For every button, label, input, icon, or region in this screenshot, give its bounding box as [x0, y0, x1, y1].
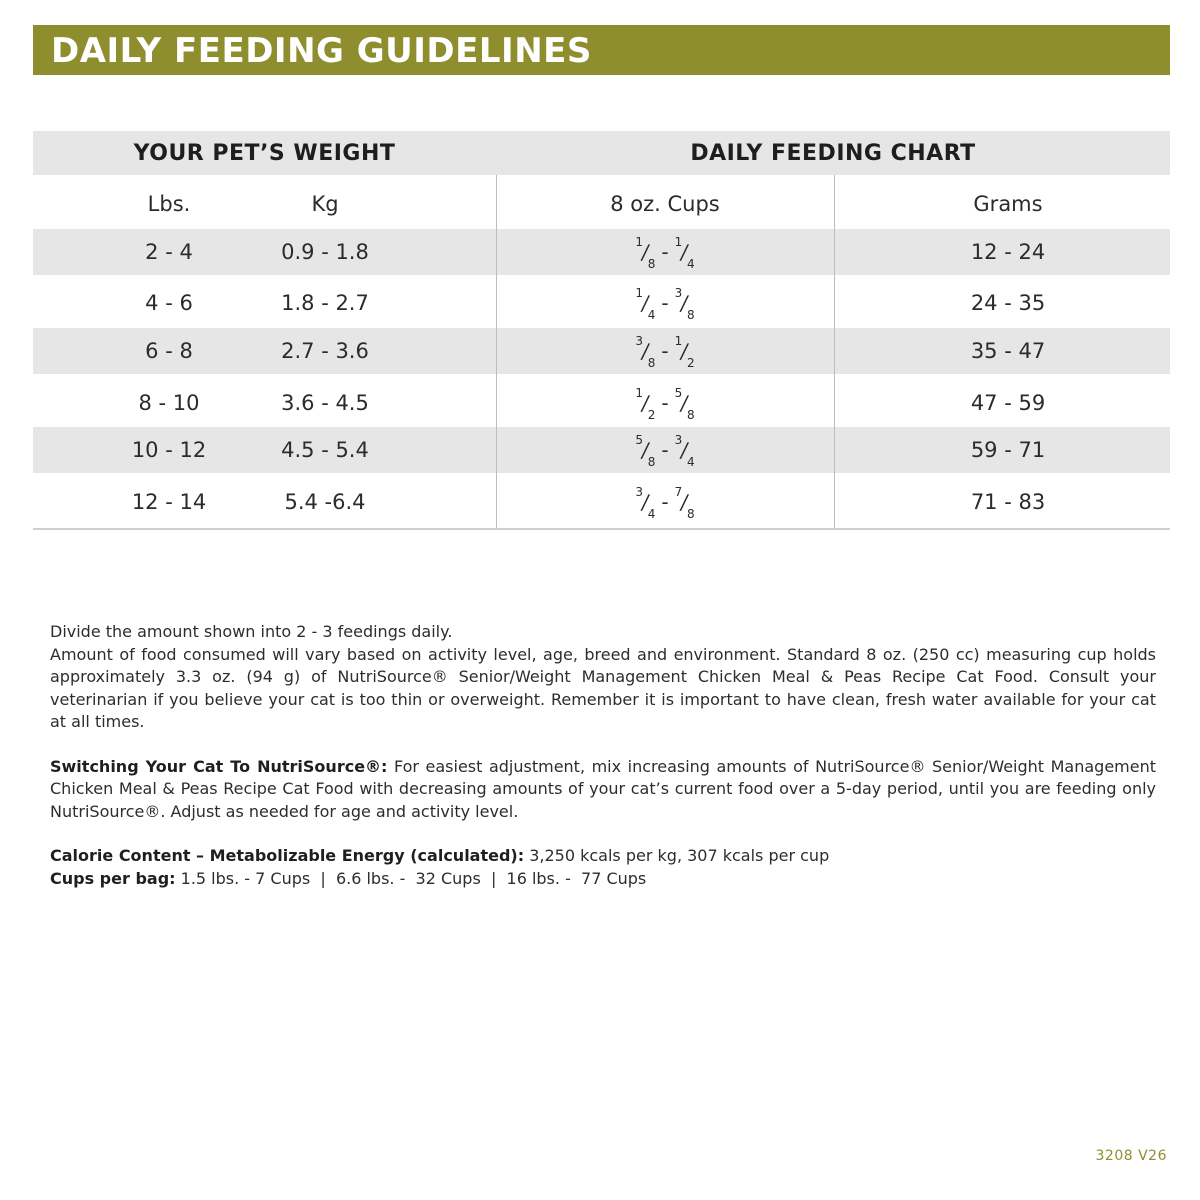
- column-header-cups: 8 oz. Cups: [610, 192, 720, 216]
- fraction-slash: /: [679, 390, 691, 415]
- cups-fraction-range: [635, 334, 695, 371]
- fraction-slash: /: [679, 240, 691, 264]
- table-row: [33, 477, 1170, 527]
- cell-kg: 2.7 - 3.6: [281, 339, 369, 364]
- table-row: [33, 328, 1170, 374]
- cups-fraction-range: [635, 433, 695, 470]
- fraction-slash: /: [639, 339, 651, 364]
- fraction-denominator: 8: [687, 506, 695, 521]
- fraction-numerator: 1: [674, 235, 683, 249]
- cell-grams: 35 - 47: [970, 339, 1046, 364]
- fraction-numerator: 3: [674, 433, 683, 448]
- column-header-row: [33, 179, 1170, 229]
- fraction-denominator: 8: [647, 257, 656, 271]
- calorie-note: [50, 845, 1156, 868]
- fraction-numerator: 5: [635, 433, 643, 448]
- feeding-notes: [50, 621, 1156, 890]
- fraction-numerator: 3: [635, 334, 643, 349]
- fraction-numerator: 3: [635, 484, 643, 499]
- cell-lbs: 2 - 4: [145, 240, 193, 264]
- cell-lbs: 4 - 6: [145, 291, 193, 316]
- fraction-numerator: 1: [635, 235, 643, 249]
- fraction-slash: /: [639, 291, 651, 316]
- group-header-row: [33, 131, 1170, 175]
- cups-fraction-range: [635, 235, 695, 271]
- fraction-numerator: 1: [635, 385, 643, 400]
- fraction-numerator: 1: [674, 334, 683, 349]
- fraction-denominator: 4: [647, 506, 656, 521]
- table-row: [33, 279, 1170, 329]
- cell-grams: 59 - 71: [970, 438, 1046, 463]
- cell-cups: [496, 279, 834, 329]
- table-row: [33, 229, 1170, 275]
- cell-lbs: 12 - 14: [131, 489, 207, 514]
- title-banner: [33, 25, 1170, 75]
- fraction-denominator: 2: [687, 356, 695, 371]
- fraction-denominator: 4: [647, 308, 656, 323]
- fraction-numerator: 5: [674, 385, 683, 400]
- product-code: 3208 V26: [1095, 1148, 1167, 1164]
- fraction-slash: /: [639, 390, 651, 415]
- calorie-text: 3,250 kcals per kg, 307 kcals per cup: [524, 846, 830, 865]
- fraction-denominator: 4: [687, 455, 695, 470]
- cell-cups: [496, 427, 834, 473]
- cell-kg: 0.9 - 1.8: [281, 240, 369, 264]
- range-dash: -: [661, 489, 669, 514]
- switching-text: For easiest adjustment, mix increasing amounts of NutriSource® Senior/Weight Management Chicken Meal & Peas Recipe Cat Food with decreasing amounts of your cat’s current food over a 5-day period, until you are feeding only NutriSource®. Adjust as needed for age and activity level.: [50, 756, 1157, 821]
- table-row: [33, 378, 1170, 428]
- cups-fraction-range: [635, 286, 695, 323]
- table-bottom-rule: [33, 528, 1170, 530]
- fraction-denominator: 8: [647, 455, 656, 470]
- cell-grams: 24 - 35: [970, 291, 1046, 316]
- fraction-slash: /: [679, 438, 691, 463]
- cell-kg: 3.6 - 4.5: [281, 390, 369, 415]
- cups-fraction-range: [635, 484, 695, 521]
- cell-lbs: 6 - 8: [145, 339, 193, 364]
- fraction-denominator: 8: [687, 308, 695, 323]
- fraction-slash: /: [679, 291, 691, 316]
- cups-per-bag-text: 1.5 lbs. - 7 Cups | 6.6 lbs. - 32 Cups | 16 lbs. - 77 Cups: [175, 868, 647, 888]
- amount-note: Amount of food consumed will vary based on activity level, age, breed and environment. Standard 8 oz. (250 cc) measuring cup holds approximately 3.3 oz. (94 g) of NutriSource® Senior/Weight Management Chicken Meal & Peas Recipe Cat Food. Consult your veterinarian if you believe your cat is too thin or overweight. Remember it is important to have clean, fresh water available for your cat at all times.: [50, 644, 1156, 731]
- page-title: DAILY FEEDING GUIDELINES: [51, 31, 592, 71]
- switching-note: [50, 756, 1156, 824]
- column-header-grams: Grams: [973, 192, 1043, 216]
- cell-grams: 71 - 83: [970, 489, 1046, 514]
- fraction-numerator: 1: [635, 286, 643, 301]
- cell-kg: 4.5 - 5.4: [281, 438, 369, 463]
- divide-note: Divide the amount shown into 2 - 3 feedings daily.: [50, 622, 453, 641]
- feeding-group-header: DAILY FEEDING CHART: [690, 140, 976, 166]
- fraction-numerator: 7: [674, 484, 683, 499]
- cell-cups: [496, 328, 834, 374]
- range-dash: -: [661, 240, 669, 264]
- cell-cups: [496, 229, 834, 275]
- column-header-lbs: Lbs.: [147, 192, 191, 216]
- cell-kg: 5.4 -6.4: [284, 489, 366, 514]
- fraction-slash: /: [639, 489, 651, 514]
- column-header-kg: Kg: [311, 192, 339, 216]
- fraction-numerator: 3: [674, 286, 683, 301]
- cups-per-bag-note: [50, 868, 1156, 891]
- cell-cups: [496, 378, 834, 428]
- cell-cups: [496, 477, 834, 527]
- switching-label: Switching Your Cat To NutriSource®:: [50, 756, 388, 776]
- calorie-label: Calorie Content – Metabolizable Energy (calculated):: [50, 846, 525, 865]
- fraction-denominator: 8: [647, 356, 656, 371]
- range-dash: -: [661, 339, 669, 364]
- table-row: [33, 427, 1170, 473]
- fraction-slash: /: [639, 438, 651, 463]
- range-dash: -: [661, 291, 669, 316]
- column-divider: [496, 175, 497, 528]
- fraction-slash: /: [679, 489, 691, 514]
- cups-per-bag-label: Cups per bag:: [50, 868, 176, 888]
- fraction-slash: /: [679, 339, 691, 364]
- fraction-denominator: 8: [687, 407, 695, 422]
- cell-grams: 47 - 59: [970, 390, 1046, 415]
- column-divider: [834, 175, 835, 528]
- cell-lbs: 10 - 12: [131, 438, 207, 463]
- fraction-slash: /: [639, 240, 651, 264]
- cell-kg: 1.8 - 2.7: [281, 291, 369, 316]
- cups-fraction-range: [635, 385, 695, 422]
- cell-lbs: 8 - 10: [138, 390, 200, 415]
- feeding-table: [33, 131, 1170, 530]
- cell-grams: 12 - 24: [970, 240, 1046, 264]
- fraction-denominator: 4: [687, 257, 695, 271]
- range-dash: -: [661, 390, 669, 415]
- fraction-denominator: 2: [647, 407, 656, 422]
- weight-group-header: YOUR PET’S WEIGHT: [133, 140, 396, 166]
- range-dash: -: [661, 438, 669, 463]
